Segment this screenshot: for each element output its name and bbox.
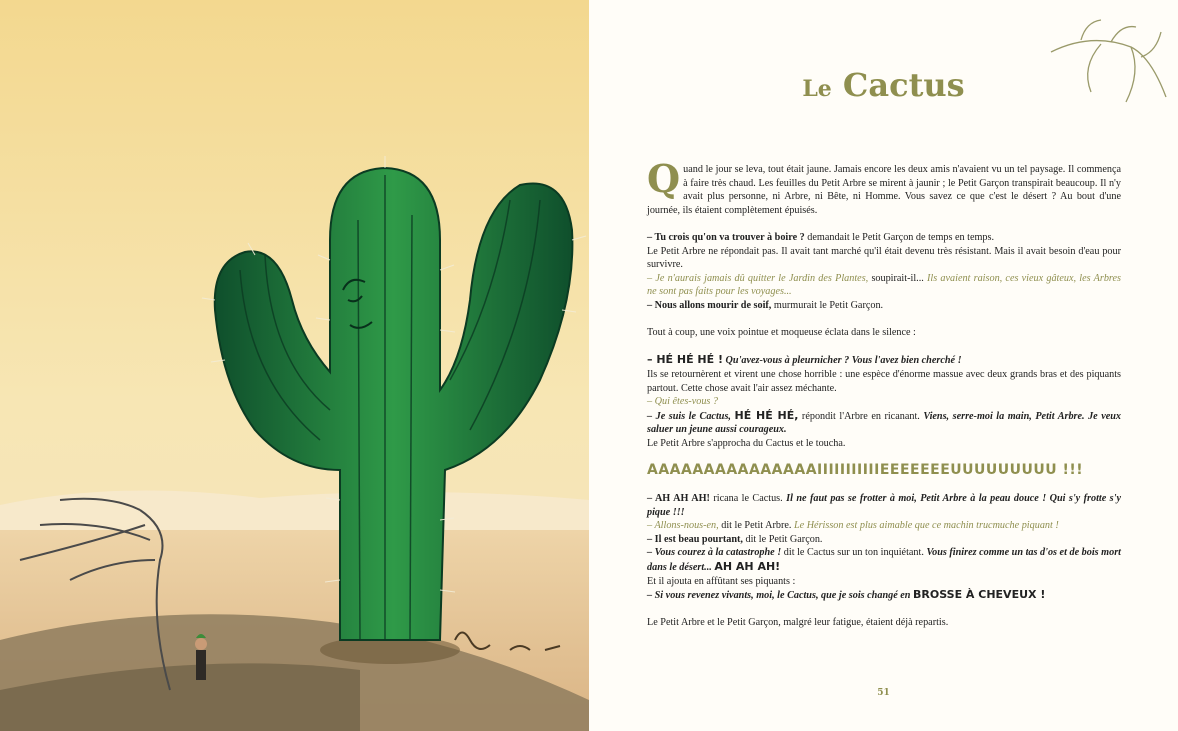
story-text <box>647 156 1122 630</box>
chapter-title <box>589 66 1178 104</box>
text-page <box>589 0 1178 731</box>
little-boy-figure <box>195 634 207 680</box>
line: – Vous courez à la catastrophe ! dit le Cactus sur un ton inquiétant. Vous finirez comme un tas d'os et de bois mort dans le désert... AH AH AH! <box>647 547 1121 574</box>
line: – Qui êtes-vous ? <box>647 396 719 408</box>
line: – Si vous revenez vivants, moi, le Cactus, que je sois changé en BROSSE À CHEVEUX ! <box>647 588 1046 602</box>
line: – Je n'aurais jamais dû quitter le Jardin des Plantes, soupirait-il... Ils avaient raison, ces vieux gâteux, les Arbres ne sont pas faits pour les voyages... <box>647 272 1121 298</box>
line: Le Petit Arbre ne répondait pas. Il avait tant marché qu'il était devenu très résistant. Mais il avait besoin d'eau pour survivre. <box>647 245 1121 271</box>
line: Le Petit Arbre s'approcha du Cactus et le toucha. <box>647 437 846 449</box>
title-article: Le <box>802 76 832 102</box>
line: Tout à coup, une voix pointue et moqueuse éclata dans le silence : <box>647 327 916 339</box>
page-number: 51 <box>877 688 890 698</box>
line: – HÉ HÉ HÉ ! Qu'avez-vous à pleurnicher ? Vous l'avez bien cherché ! <box>647 353 962 367</box>
line: – Je suis le Cactus, HÉ HÉ HÉ, répondit l'Arbre en ricanant. Viens, serre-moi la main, Petit Arbre. Je veux saluer un jeune aussi courageux. <box>647 408 1122 436</box>
drop-cap: Q <box>647 156 681 201</box>
line: – AH AH AH! ricana le Cactus. Il ne faut pas se frotter à moi, Petit Arbre à la peau douce ! Qui s'y frotte s'y pique !!! <box>647 493 1121 518</box>
line: – Tu crois qu'on va trouver à boire ? demandait le Petit Garçon de temps en temps. <box>647 231 995 243</box>
opening-paragraph: Quand le jour se leva, tout était jaune. Jamais encore les deux amis n'avaient vu un tel paysage. Il commença à faire très chaud. Les feuilles du Petit Arbre se mirent à jaunir ; le Petit Garçon transpirait beaucoup. Il n'y avait plus personne, ni Arbre, ni Bête, ni Homme. Vous savez ce que c'est le désert ? Au bout d'une journée, ils étaient complètement épuisés. <box>647 156 1121 216</box>
scream-line: AAAAAAAAAAAAAAAIIIIIIIIIIIEEEEEEEUUUUUUUUU !!! <box>647 462 1084 479</box>
line: – Il est beau pourtant, dit le Petit Garçon. <box>647 533 823 545</box>
title-word: Cactus <box>842 66 965 104</box>
line: – Allons-nous-en, dit le Petit Arbre. Le Hérisson est plus aimable que ce machin trucmuche piquant ! <box>647 520 1059 532</box>
line: – Nous allons mourir de soif, murmurait le Petit Garçon. <box>647 299 884 311</box>
line: Et il ajouta en affûtant ses piquants : <box>647 575 796 587</box>
line: Le Petit Arbre et le Petit Garçon, malgré leur fatigue, étaient déjà repartis. <box>647 617 949 629</box>
line: Ils se retournèrent et virent une chose horrible : une espèce d'énorme massue avec deux grands bras et des piquants partout. Cette chose avait l'air assez méchante. <box>647 368 1121 394</box>
